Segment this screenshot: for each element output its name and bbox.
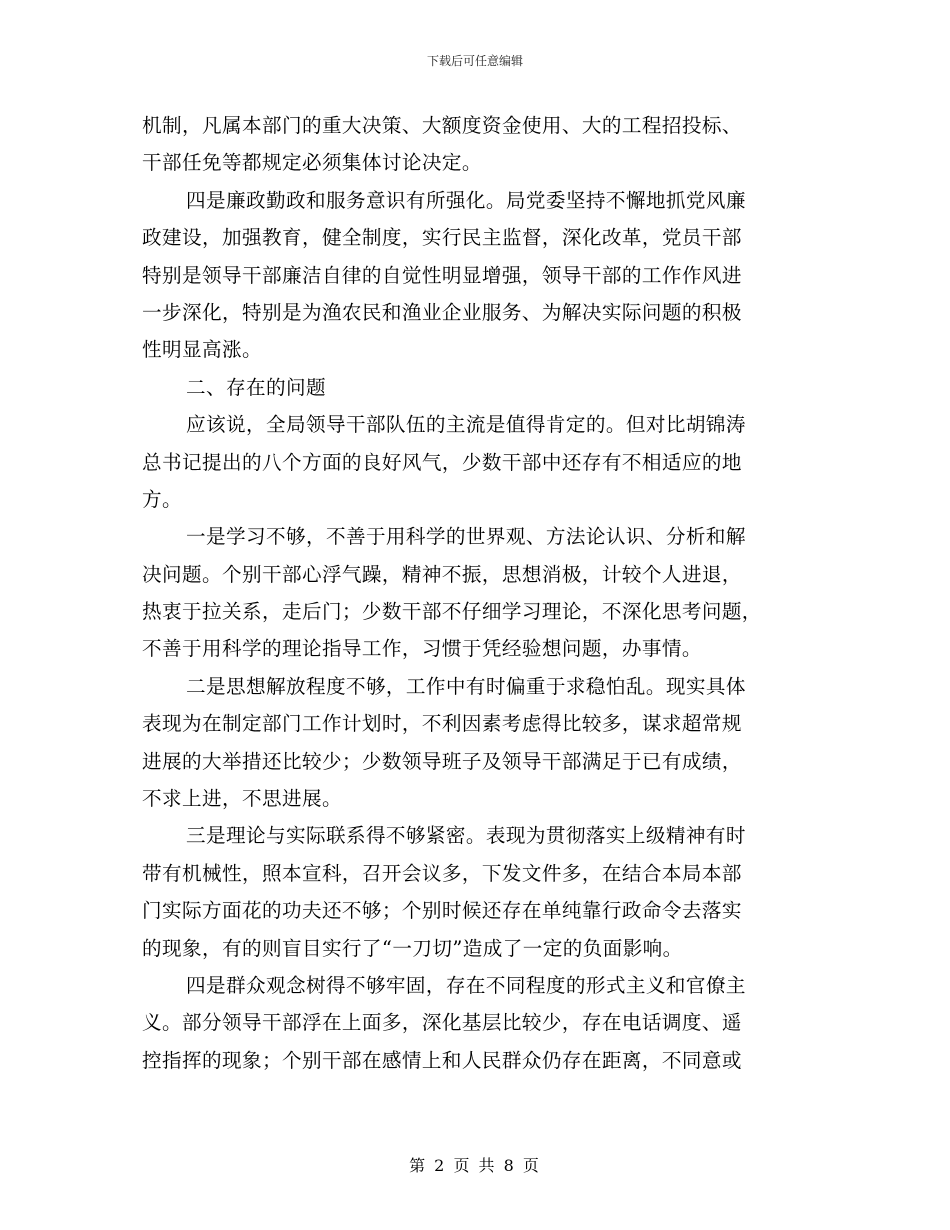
text-line: 方。 [142, 487, 182, 511]
text-line: 性明显高涨。 [142, 338, 262, 362]
paragraph-start-line: 三是理论与实际联系得不够紧密。表现为贯彻落实上级精神有时 [186, 824, 746, 848]
paragraph-start-line: 二是思想解放程度不够，工作中有时偏重于求稳怕乱。现实具体 [186, 674, 746, 698]
text-line: 特别是领导干部廉洁自律的自觉性明显增强，领导干部的工作作风进 [142, 263, 742, 287]
text-line: 决问题。个别干部心浮气躁，精神不振，思想消极，计较个人进退， [142, 562, 742, 586]
text-line: 不善于用科学的理论指导工作，习惯于凭经验想问题，办事情。 [142, 637, 702, 661]
section-heading: 二、存在的问题 [186, 375, 326, 399]
text-line: 机制，凡属本部门的重大决策、大额度资金使用、大的工程招投标、 [142, 114, 742, 137]
paragraph-start-line: 四是廉政勤政和服务意识有所强化。局党委坚持不懈地抓党风廉 [186, 188, 746, 212]
text-line: 带有机械性，照本宣科，召开会议多，下发文件多，在结合本局本部 [142, 861, 742, 885]
text-line: 控指挥的现象；个别干部在感情上和人民群众仍存在距离，不同意或 [142, 1048, 742, 1072]
text-line: 门实际方面花的功夫还不够；个别时候还存在单纯靠行政命令去落实 [142, 899, 742, 923]
page-number-footer: 第 2 页 共 8 页 [409, 1156, 541, 1175]
text-line: 义。部分领导干部浮在上面多，深化基层比较少，存在电话调度、遥 [142, 1011, 742, 1035]
text-line: 政建设，加强教育，健全制度，实行民主监督，深化改革，党员干部 [142, 226, 742, 250]
text-line: 一步深化，特别是为渔农民和渔业企业服务、为解决实际问题的积极 [142, 300, 742, 324]
paragraph-start-line: 一是学习不够，不善于用科学的世界观、方法论认识、分析和解 [186, 525, 746, 549]
text-line: 热衷于拉关系，走后门；少数干部不仔细学习理论，不深化思考问题， [142, 600, 762, 624]
page-header: 下载后可任意编辑 [426, 54, 523, 68]
text-line: 进展的大举措还比较少；少数领导班子及领导干部满足于已有成绩， [142, 749, 742, 773]
paragraph-start-line: 应该说，全局领导干部队伍的主流是值得肯定的。但对比胡锦涛 [186, 413, 746, 437]
text-line: 表现为在制定部门工作计划时，不利因素考虑得比较多，谋求超常规 [142, 712, 742, 736]
text-line: 总书记提出的八个方面的良好风气，少数干部中还存有不相适应的地 [142, 450, 742, 474]
text-line: 不求上进，不思进展。 [142, 787, 342, 811]
text-line: 的现象，有的则盲目实行了“一刀切”造成了一定的负面影响。 [142, 936, 683, 960]
paragraph-start-line: 四是群众观念树得不够牢固，存在不同程度的形式主义和官僚主 [186, 973, 746, 997]
document-body [142, 107, 802, 1079]
text-line: 干部任免等都规定必须集体讨论决定。 [142, 151, 482, 175]
